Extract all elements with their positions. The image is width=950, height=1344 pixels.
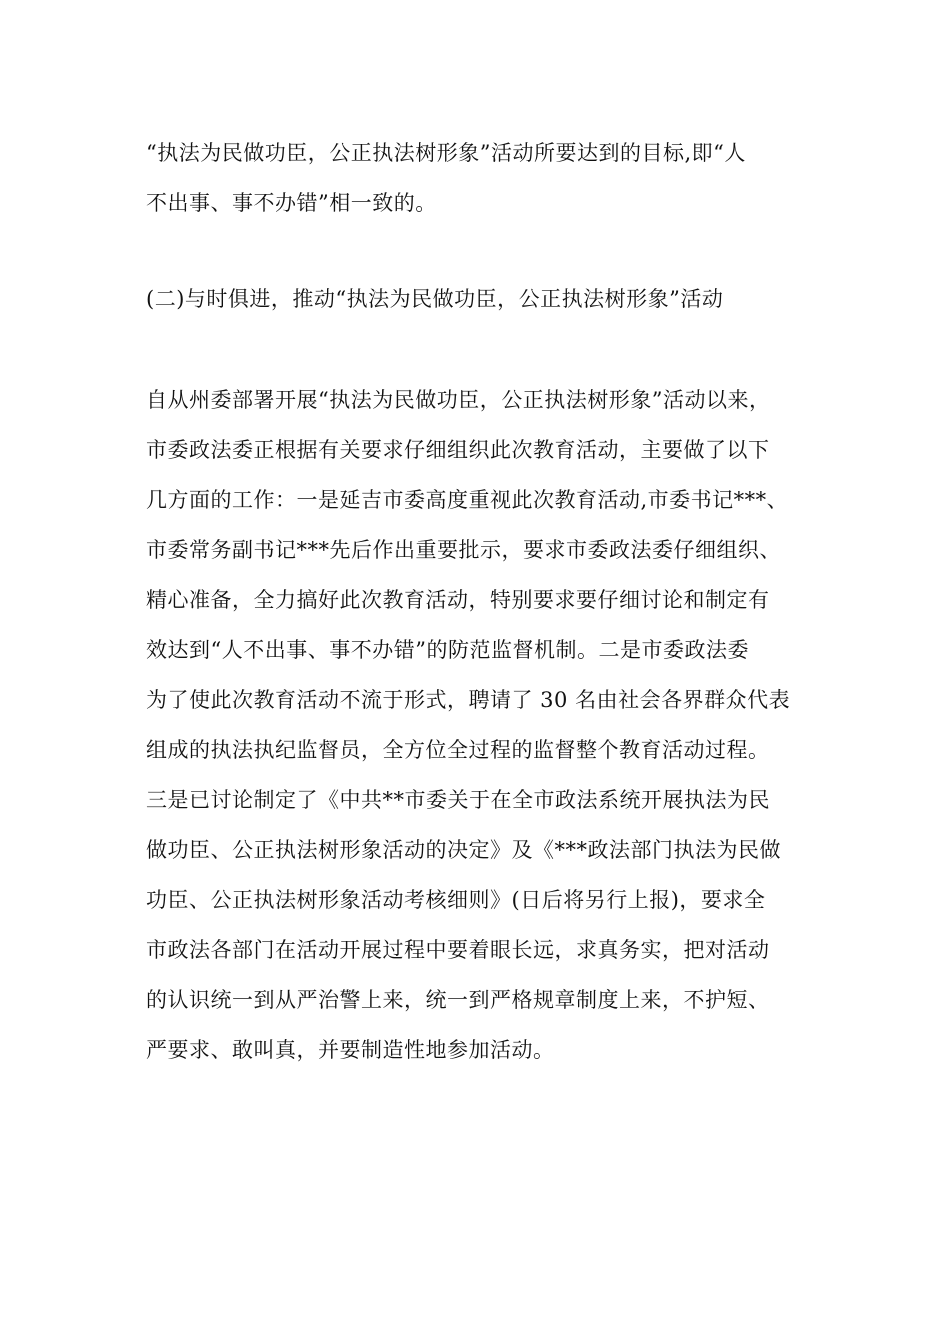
paragraph-line: 自从州委部署开展“执法为民做功臣，公正执法树形象”活动以来，: [146, 388, 771, 412]
paragraph-line: 功臣、公正执法树形象活动考核细则》(日后将另行上报)，要求全: [146, 888, 766, 912]
paragraph-line: 效达到“人不出事、事不办错”的防范监督机制。二是市委政法委: [146, 638, 749, 662]
paragraph-line: “执法为民做功臣，公正执法树形象”活动所要达到的目标,即“人: [146, 141, 746, 165]
paragraph-line: 市政法各部门在活动开展过程中要着眼长远，求真务实，把对活动: [146, 938, 770, 962]
section-heading: [146, 274, 816, 324]
paragraph-line: 严要求、敢叫真，并要制造性地参加活动。: [146, 1038, 555, 1062]
paragraph-line: 为了使此次教育活动不流于形式，聘请了 30 名由社会各界群众代表: [146, 688, 791, 712]
paragraph-line: 不出事、事不办错”相一致的。: [146, 191, 437, 215]
paragraph-work: [146, 375, 816, 1075]
paragraph-line: 的认识统一到从严治警上来，统一到严格规章制度上来，不护短、: [146, 988, 770, 1012]
paragraph-line: 几方面的工作：一是延吉市委高度重视此次教育活动,市委书记***、: [146, 488, 789, 512]
section-heading-text: (二)与时俱进，推动“执法为民做功臣，公正执法树形象”活动: [146, 287, 724, 311]
paragraph-goal: [146, 128, 816, 228]
paragraph-line: 市委政法委正根据有关要求仔细组织此次教育活动，主要做了以下: [146, 438, 770, 462]
paragraph-line: 精心准备，全力搞好此次教育活动，特别要求要仔细讨论和制定有: [146, 588, 770, 612]
paragraph-line: 三是已讨论制定了《中共**市委关于在全市政法系统开展执法为民: [146, 788, 770, 812]
paragraph-line: 做功臣、公正执法树形象活动的决定》及《***政法部门执法为民做: [146, 838, 781, 862]
paragraph-line: 市委常务副书记***先后作出重要批示，要求市委政法委仔细组织、: [146, 538, 781, 562]
paragraph-line: 组成的执法执纪监督员，全方位全过程的监督整个教育活动过程。: [146, 738, 770, 762]
